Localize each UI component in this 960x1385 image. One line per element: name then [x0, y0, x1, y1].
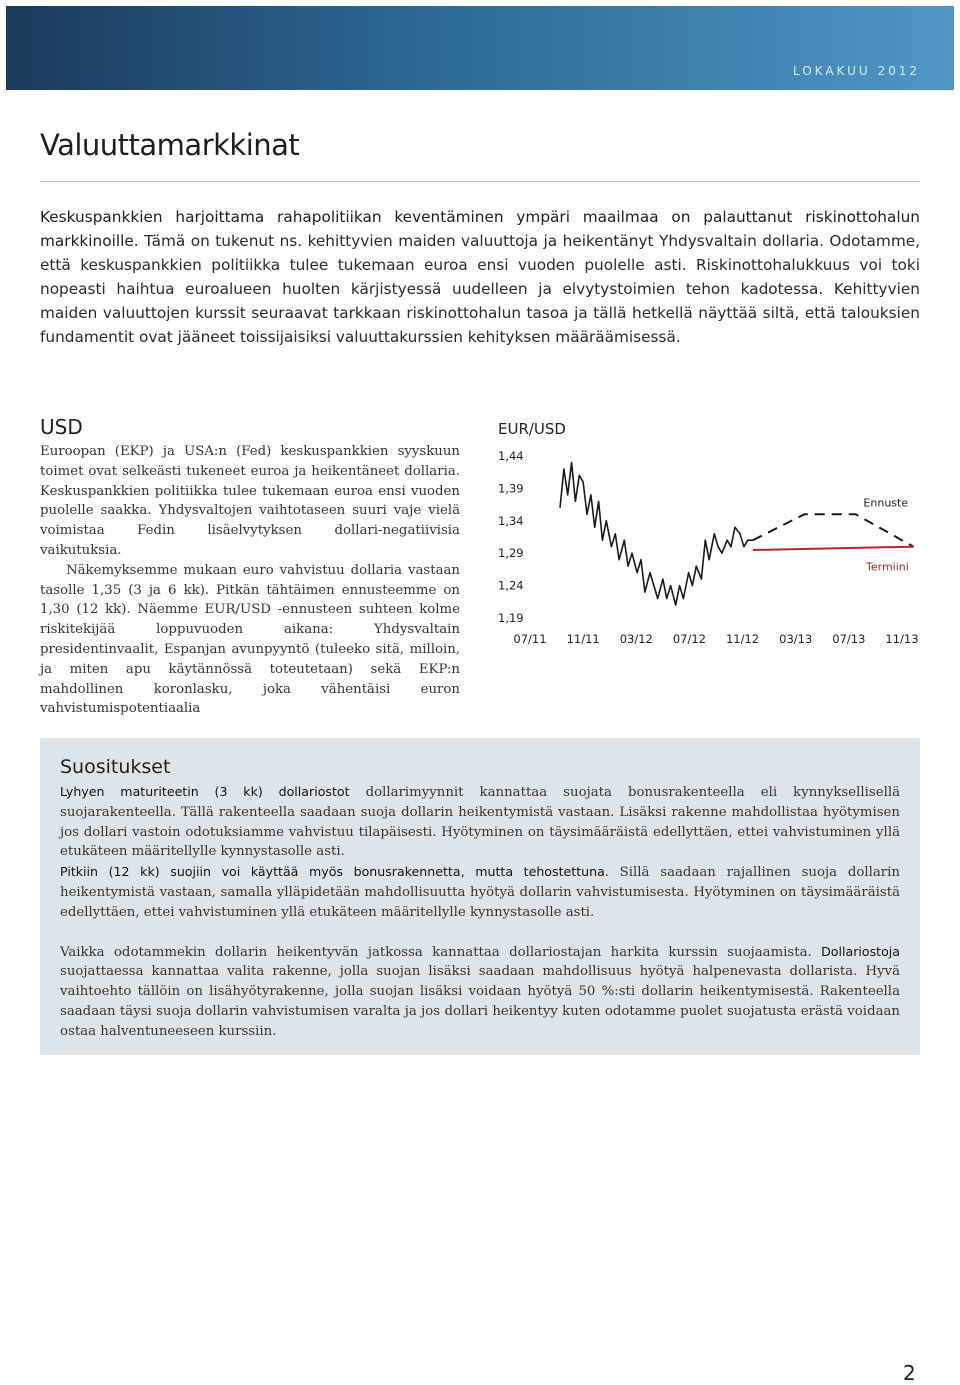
- page-title: Valuuttamarkkinat: [40, 128, 300, 162]
- recommendation-1-text: dollarimyynnit kannattaa suojata bonusrakenteella eli kynnyksellisellä suojarakenteella. Tällä rakenteella saadaan suoja dollarin heikentymistä vastaan. Lisäksi rakenne mahdollistaa hyötymisen jos dollari vastoin odotuksiamme vahvistuu tilapäisesti. Hyötyminen on täysimääräistä edellyttäen, ettei vahvistuminen yllä etukäteen määritellylle kynnystasolle asti.: [60, 785, 901, 860]
- y-tick-label: 1,29: [498, 546, 524, 561]
- usd-text: [40, 442, 460, 719]
- usd-paragraph-2: Näkemyksemme mukaan euro vahvistuu dollaria vastaan tasolle 1,35 (3 ja 6 kk). Pitkän tähtäimen ennusteemme on 1,30 (12 kk). Näemme EUR/USD -ennusteen suhteen kolme riskitekijää loppuvuoden aikana: Yhdysvaltain presidentinvaalit, Espanjan avunpyyntö (tuleeko sitä, milloin, ja miten apu käytännössä toteutetaan) sekä EKP:n mahdollinen koronlasku, joka vähentäisi euron vahvistumispotentiaalia: [40, 562, 460, 717]
- header-band: [6, 6, 954, 90]
- recommendation-3-start: Vaikka odotammekin dollarin heikentyvän jatkossa kannattaa dollariostajan harkita kurssin suojaamista.: [60, 944, 822, 960]
- y-tick-label: 1,34: [498, 513, 524, 528]
- title-divider: [40, 181, 920, 182]
- recommendation-3-text: suojattaessa kannattaa valita rakenne, jolla suojan lisäksi saadaan mahdollisuus hyötyä halpenevasta dollarista. Hyvä vaihtoehto tällöin on lisähyötyrakenne, jolla suojan lisäksi voidaan hyötyä 50 %:sti dollarin heikentymisestä. Rakenteella saadaan täysi suoja dollarin vahvistumisen varalta ja jos dollari heikentyy kuten odotamme puolet suojatusta erästä voidaan ostaa halventuneeseen kurssiin.: [60, 964, 900, 1039]
- x-tick-label: 03/12: [619, 632, 653, 646]
- y-tick-label: 1,19: [498, 611, 524, 625]
- intro-paragraph: [40, 205, 920, 349]
- usd-heading: USD: [40, 415, 83, 439]
- recommendation-3-bold: Dollariostoja: [821, 943, 900, 959]
- intro-lead: Keskuspankkien harjoittama rahapolitiikan keventäminen ympäri maailmaa on palauttanut riskinottohalun markkinoille.: [40, 208, 920, 250]
- x-tick-label: 11/12: [725, 632, 760, 646]
- series-line-ennuste: [753, 514, 914, 546]
- recommendations-body: [60, 782, 900, 1042]
- x-tick-label: 11/13: [885, 632, 919, 646]
- x-tick-label: 11/11: [566, 632, 600, 646]
- y-tick-label: 1,44: [498, 449, 524, 463]
- page-number: 2: [903, 1361, 916, 1385]
- annotation-termiini: Termiini: [866, 560, 909, 574]
- usd-paragraph-1: Euroopan (EKP) ja USA:n (Fed) keskuspankkien syyskuun toimet ovat selkeästi tukeneet euroa ja heikentäneet dollaria. Keskuspankkien politiikka tulee tukemaan euroa ensi vuoden puolelle saakka. Yhdysvaltojen vaihtotaseen suuri vaje vielä voimistaa Fedin lisäelvytyksen dollari-negatiivisia vaikutuksia.: [40, 444, 460, 558]
- x-tick-label: 07/11: [513, 632, 547, 646]
- series-line-termiini: [753, 547, 914, 550]
- x-tick-label: 07/13: [832, 632, 866, 646]
- header-date: LOKAKUU 2012: [792, 64, 920, 78]
- y-tick-label: 1,24: [498, 578, 524, 593]
- intro-rest: Tämä on tukenut ns. kehittyvien maiden valuuttoja ja heikentänyt Yhdysvaltain dollaria. Odotamme, että keskuspankkien politiikka tulee tukemaan euroa ensi vuoden puolelle asti. Riskinottohalukkuus voi toki nopeasti haihtua euroalueen huolten kärjistyessä uudelleen ja elvytystoimien tehon kadotessa. Kehittyvien maiden valuuttojen kurssit seuraavat tarkkaan riskinottohalun tasoa ja tällä hetkellä näyttää siltä, että talouksien fundamentit ovat jääneet toissijaisiksi valuuttakurssien kehityksen määräämisessä.: [40, 232, 920, 346]
- x-tick-label: 07/12: [672, 632, 707, 646]
- recommendation-2-bold: Pitkiin (12 kk) suojiin voi käyttää myös bonusrakennetta, mutta tehostettuna.: [60, 864, 609, 880]
- recommendation-3: [60, 942, 900, 1042]
- annotation-ennuste: Ennuste: [863, 496, 909, 510]
- series-line-eur-usd: [560, 463, 753, 606]
- recommendation-1-bold: Lyhyen maturiteetin (3 kk) dollariostot: [60, 784, 350, 799]
- recommendation-1: [60, 782, 900, 862]
- y-tick-label: 1,39: [498, 481, 524, 496]
- recommendation-2: [60, 862, 900, 922]
- chart-title: EUR/USD: [498, 420, 566, 438]
- x-tick-label: 03/13: [779, 632, 813, 646]
- recommendations-title: Suositukset: [60, 756, 171, 778]
- recommendations-box: [40, 738, 920, 1055]
- recommendation-2-text: Sillä saadaan rajallinen suoja dollarin heikentymistä vastaan, samalla ylläpidetään mahdollisuutta hyötyä dollarin vahvistumisesta. Hyötyminen on täysimääräistä edellyttäen, ettei vahvistuminen yllä etukäteen määritellylle kynnystasolle asti.: [60, 865, 900, 920]
- eurusd-chart: [490, 440, 930, 660]
